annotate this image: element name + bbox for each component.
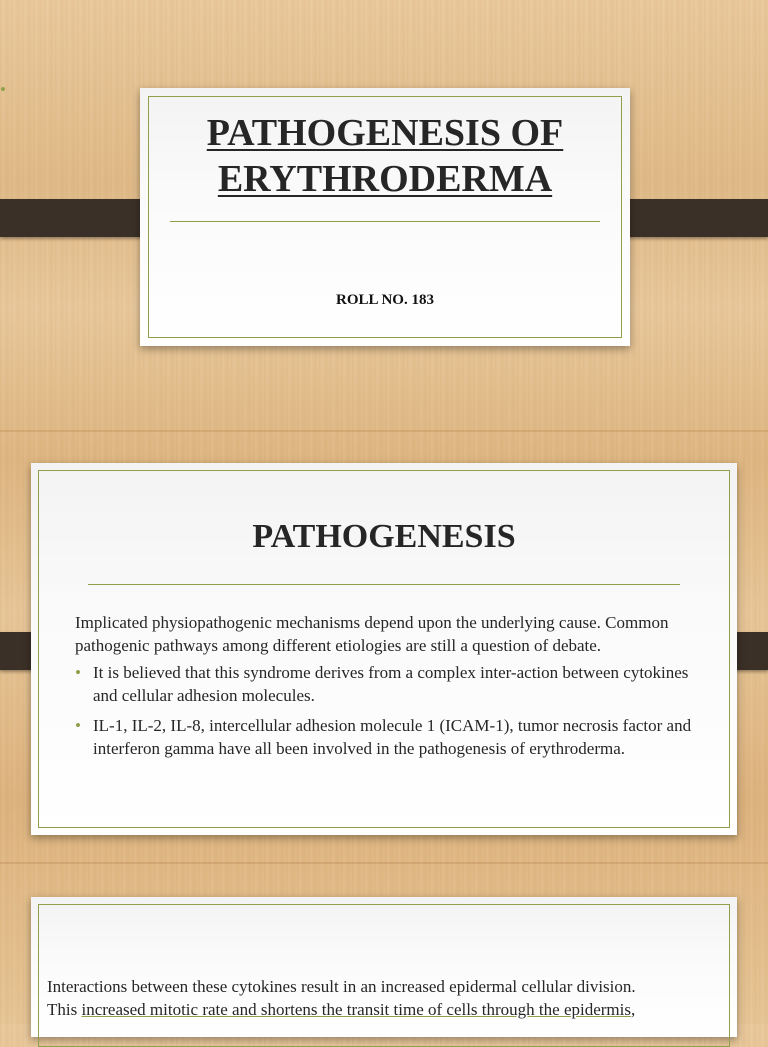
wood-plank-seam xyxy=(0,430,768,432)
roll-number: ROLL NO. 183 xyxy=(336,292,434,308)
list-item xyxy=(75,661,695,707)
wood-plank-seam xyxy=(0,862,768,864)
bullet-list xyxy=(75,661,695,760)
line2-start: This xyxy=(47,1000,82,1019)
intro-paragraph: Implicated physiopathogenic mechanisms depend upon the underlying cause. Common pathogenic pathways among different etiologies are still a question of debate. xyxy=(75,613,669,655)
line2-end: , xyxy=(631,1000,636,1019)
pathogenesis-slide xyxy=(31,463,737,835)
strap-left-1 xyxy=(0,199,155,237)
body-line-1: Interactions between these cytokines result in an increased epidermal cellular division. xyxy=(47,977,636,996)
title-divider xyxy=(170,221,600,222)
title-slide xyxy=(140,88,630,346)
list-item xyxy=(75,714,695,760)
slide-body xyxy=(75,611,695,767)
slide-title xyxy=(140,110,630,202)
title-divider xyxy=(88,584,680,585)
underlined-phrase: increased mitotic rate and shortens the transit time of cells through the epidermis xyxy=(81,1000,631,1019)
slide-title: PATHOGENESIS xyxy=(252,518,516,555)
title-line-2: ERYTHRODERMA xyxy=(217,158,553,200)
bullet-text: It is believed that this syndrome derives from a complex inter-action between cytokines and cellular adhesion molecules. xyxy=(93,663,689,705)
body-line-2 xyxy=(47,998,737,1021)
bullet-text: IL-1, IL-2, IL-8, intercellular adhesion molecule 1 (ICAM-1), tumor necrosis factor and interferon gamma have all been involved in the pathogenesis of erythroderma. xyxy=(93,716,692,758)
slide-body xyxy=(47,975,737,1021)
strap-right-1 xyxy=(613,199,768,237)
cytokines-slide xyxy=(31,897,737,1037)
bullet-icon: • xyxy=(0,80,6,99)
bullet-icon: • xyxy=(75,716,81,735)
bullet-icon: • xyxy=(75,663,81,682)
title-line-1: PATHOGENESIS OF xyxy=(206,112,564,154)
